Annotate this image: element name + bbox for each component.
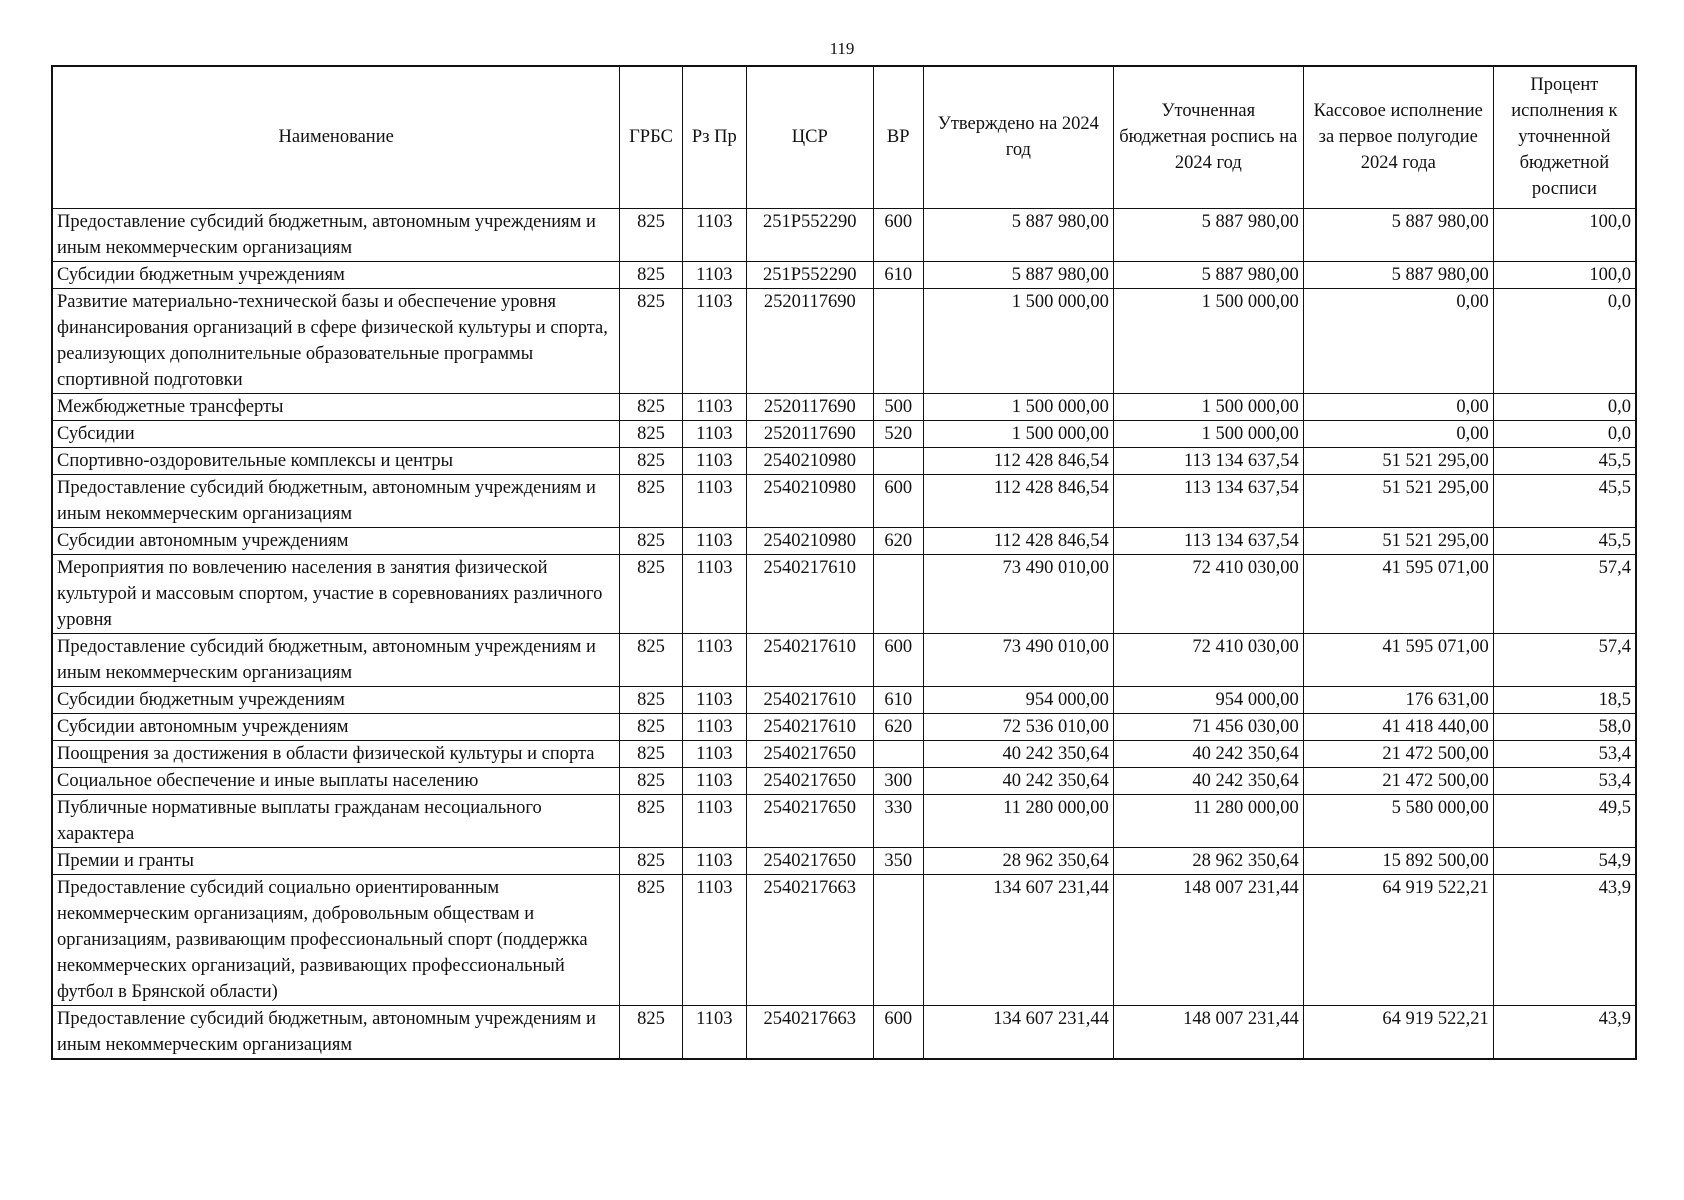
cell-refined: 148 007 231,44 — [1113, 1005, 1303, 1059]
cell-csr: 251P552290 — [746, 261, 873, 288]
cell-name: Предоставление субсидий бюджетным, автономным учреждениям и иным некоммерческим организациям — [52, 208, 620, 261]
cell-refined: 1 500 000,00 — [1113, 420, 1303, 447]
cell-percent: 45,5 — [1493, 527, 1636, 554]
cell-refined: 1 500 000,00 — [1113, 393, 1303, 420]
cell-cash: 21 472 500,00 — [1303, 740, 1493, 767]
cell-cash: 41 595 071,00 — [1303, 554, 1493, 633]
cell-csr: 2540217650 — [746, 767, 873, 794]
cell-refined: 113 134 637,54 — [1113, 447, 1303, 474]
cell-vr: 600 — [873, 1005, 923, 1059]
cell-name: Субсидии автономным учреждениям — [52, 527, 620, 554]
cell-refined: 28 962 350,64 — [1113, 847, 1303, 874]
cell-refined: 72 410 030,00 — [1113, 554, 1303, 633]
cell-csr: 251P552290 — [746, 208, 873, 261]
cell-approved: 1 500 000,00 — [923, 420, 1113, 447]
cell-cash: 51 521 295,00 — [1303, 474, 1493, 527]
cell-vr: 500 — [873, 393, 923, 420]
cell-grbs: 825 — [620, 554, 682, 633]
cell-rzpr: 1103 — [682, 527, 746, 554]
cell-cash: 21 472 500,00 — [1303, 767, 1493, 794]
cell-vr: 600 — [873, 633, 923, 686]
cell-rzpr: 1103 — [682, 767, 746, 794]
cell-cash: 51 521 295,00 — [1303, 527, 1493, 554]
cell-percent: 0,0 — [1493, 393, 1636, 420]
cell-vr: 620 — [873, 527, 923, 554]
cell-vr — [873, 447, 923, 474]
cell-cash: 0,00 — [1303, 288, 1493, 393]
cell-name: Межбюджетные трансферты — [52, 393, 620, 420]
header-row — [52, 66, 1636, 208]
table-row — [52, 554, 1636, 633]
header-percent: Процент исполнения к уточненной бюджетной росписи — [1493, 66, 1636, 208]
cell-percent: 0,0 — [1493, 420, 1636, 447]
cell-percent: 100,0 — [1493, 261, 1636, 288]
cell-rzpr: 1103 — [682, 288, 746, 393]
cell-approved: 112 428 846,54 — [923, 447, 1113, 474]
cell-cash: 64 919 522,21 — [1303, 1005, 1493, 1059]
header-refined: Уточненная бюджетная роспись на 2024 год — [1113, 66, 1303, 208]
table-row — [52, 686, 1636, 713]
cell-vr: 600 — [873, 474, 923, 527]
cell-approved: 73 490 010,00 — [923, 633, 1113, 686]
cell-name: Публичные нормативные выплаты гражданам несоциального характера — [52, 794, 620, 847]
cell-csr: 2520117690 — [746, 393, 873, 420]
cell-percent: 43,9 — [1493, 874, 1636, 1005]
cell-csr: 2540217610 — [746, 686, 873, 713]
cell-csr: 2540217650 — [746, 740, 873, 767]
cell-approved: 954 000,00 — [923, 686, 1113, 713]
cell-grbs: 825 — [620, 474, 682, 527]
cell-name: Социальное обеспечение и иные выплаты населению — [52, 767, 620, 794]
table-row — [52, 874, 1636, 1005]
cell-refined: 71 456 030,00 — [1113, 713, 1303, 740]
cell-name: Предоставление субсидий бюджетным, автономным учреждениям и иным некоммерческим организациям — [52, 633, 620, 686]
cell-csr: 2520117690 — [746, 420, 873, 447]
cell-rzpr: 1103 — [682, 794, 746, 847]
cell-refined: 40 242 350,64 — [1113, 767, 1303, 794]
cell-csr: 2540217610 — [746, 713, 873, 740]
cell-percent: 53,4 — [1493, 767, 1636, 794]
cell-percent: 45,5 — [1493, 447, 1636, 474]
cell-percent: 58,0 — [1493, 713, 1636, 740]
cell-cash: 41 418 440,00 — [1303, 713, 1493, 740]
cell-percent: 43,9 — [1493, 1005, 1636, 1059]
table-row — [52, 420, 1636, 447]
cell-name: Премии и гранты — [52, 847, 620, 874]
cell-approved: 5 887 980,00 — [923, 261, 1113, 288]
table-row — [52, 474, 1636, 527]
cell-grbs: 825 — [620, 261, 682, 288]
cell-csr: 2540210980 — [746, 527, 873, 554]
cell-name: Субсидии автономным учреждениям — [52, 713, 620, 740]
cell-approved: 5 887 980,00 — [923, 208, 1113, 261]
cell-grbs: 825 — [620, 633, 682, 686]
cell-percent: 49,5 — [1493, 794, 1636, 847]
header-approved: Утверждено на 2024 год — [923, 66, 1113, 208]
table-row — [52, 261, 1636, 288]
header-cash: Кассовое исполнение за первое полугодие 2024 года — [1303, 66, 1493, 208]
cell-approved: 28 962 350,64 — [923, 847, 1113, 874]
cell-name: Субсидии бюджетным учреждениям — [52, 261, 620, 288]
budget-table — [51, 65, 1637, 1060]
cell-refined: 113 134 637,54 — [1113, 474, 1303, 527]
cell-name: Развитие материально-технической базы и обеспечение уровня финансирования организаций в сфере физической культуры и спорта, реализующих дополнительные образовательные программы спортивной подготовки — [52, 288, 620, 393]
cell-grbs: 825 — [620, 740, 682, 767]
cell-approved: 40 242 350,64 — [923, 767, 1113, 794]
cell-grbs: 825 — [620, 527, 682, 554]
cell-rzpr: 1103 — [682, 474, 746, 527]
cell-approved: 112 428 846,54 — [923, 527, 1113, 554]
cell-vr: 610 — [873, 261, 923, 288]
table-row — [52, 447, 1636, 474]
cell-percent: 57,4 — [1493, 554, 1636, 633]
cell-vr — [873, 554, 923, 633]
cell-cash: 5 887 980,00 — [1303, 208, 1493, 261]
cell-refined: 72 410 030,00 — [1113, 633, 1303, 686]
cell-grbs: 825 — [620, 794, 682, 847]
cell-grbs: 825 — [620, 767, 682, 794]
header-rzpr: Рз Пр — [682, 66, 746, 208]
cell-percent: 18,5 — [1493, 686, 1636, 713]
cell-rzpr: 1103 — [682, 208, 746, 261]
cell-grbs: 825 — [620, 713, 682, 740]
cell-cash: 0,00 — [1303, 393, 1493, 420]
cell-percent: 54,9 — [1493, 847, 1636, 874]
cell-approved: 134 607 231,44 — [923, 1005, 1113, 1059]
cell-refined: 148 007 231,44 — [1113, 874, 1303, 1005]
cell-refined: 40 242 350,64 — [1113, 740, 1303, 767]
cell-vr — [873, 874, 923, 1005]
cell-percent: 53,4 — [1493, 740, 1636, 767]
header-csr: ЦСР — [746, 66, 873, 208]
cell-vr — [873, 740, 923, 767]
cell-rzpr: 1103 — [682, 686, 746, 713]
cell-approved: 112 428 846,54 — [923, 474, 1113, 527]
cell-vr: 300 — [873, 767, 923, 794]
table-row — [52, 767, 1636, 794]
table-row — [52, 713, 1636, 740]
cell-refined: 5 887 980,00 — [1113, 261, 1303, 288]
cell-cash: 51 521 295,00 — [1303, 447, 1493, 474]
cell-rzpr: 1103 — [682, 1005, 746, 1059]
cell-grbs: 825 — [620, 447, 682, 474]
cell-name: Предоставление субсидий бюджетным, автономным учреждениям и иным некоммерческим организациям — [52, 1005, 620, 1059]
cell-rzpr: 1103 — [682, 420, 746, 447]
cell-rzpr: 1103 — [682, 740, 746, 767]
cell-approved: 11 280 000,00 — [923, 794, 1113, 847]
cell-approved: 1 500 000,00 — [923, 393, 1113, 420]
cell-grbs: 825 — [620, 288, 682, 393]
cell-csr: 2540217663 — [746, 1005, 873, 1059]
header-vr: ВР — [873, 66, 923, 208]
table-row — [52, 527, 1636, 554]
cell-grbs: 825 — [620, 847, 682, 874]
cell-approved: 134 607 231,44 — [923, 874, 1113, 1005]
header-name: Наименование — [52, 66, 620, 208]
table-row — [52, 847, 1636, 874]
cell-name: Предоставление субсидий социально ориентированным некоммерческим организациям, добровольным обществам и организациям, развивающим профессиональный спорт (поддержка некоммерческих организаций, развивающих профессиональный футбол в Брянской области) — [52, 874, 620, 1005]
cell-cash: 64 919 522,21 — [1303, 874, 1493, 1005]
cell-percent: 45,5 — [1493, 474, 1636, 527]
cell-approved: 1 500 000,00 — [923, 288, 1113, 393]
cell-vr: 520 — [873, 420, 923, 447]
cell-grbs: 825 — [620, 393, 682, 420]
table-row — [52, 794, 1636, 847]
cell-rzpr: 1103 — [682, 847, 746, 874]
cell-approved: 40 242 350,64 — [923, 740, 1113, 767]
cell-cash: 0,00 — [1303, 420, 1493, 447]
cell-grbs: 825 — [620, 208, 682, 261]
cell-csr: 2540217663 — [746, 874, 873, 1005]
cell-rzpr: 1103 — [682, 261, 746, 288]
cell-rzpr: 1103 — [682, 554, 746, 633]
cell-approved: 73 490 010,00 — [923, 554, 1113, 633]
cell-cash: 176 631,00 — [1303, 686, 1493, 713]
cell-cash: 5 580 000,00 — [1303, 794, 1493, 847]
cell-csr: 2540217650 — [746, 847, 873, 874]
cell-csr: 2520117690 — [746, 288, 873, 393]
cell-name: Субсидии бюджетным учреждениям — [52, 686, 620, 713]
table-row — [52, 288, 1636, 393]
cell-vr: 600 — [873, 208, 923, 261]
page-number: 119 — [829, 39, 855, 58]
cell-grbs: 825 — [620, 874, 682, 1005]
header-grbs: ГРБС — [620, 66, 682, 208]
cell-grbs: 825 — [620, 1005, 682, 1059]
cell-vr: 610 — [873, 686, 923, 713]
cell-vr: 620 — [873, 713, 923, 740]
cell-refined: 5 887 980,00 — [1113, 208, 1303, 261]
cell-name: Предоставление субсидий бюджетным, автономным учреждениям и иным некоммерческим организациям — [52, 474, 620, 527]
table-row — [52, 208, 1636, 261]
cell-rzpr: 1103 — [682, 874, 746, 1005]
cell-csr: 2540217610 — [746, 554, 873, 633]
cell-vr: 350 — [873, 847, 923, 874]
cell-vr — [873, 288, 923, 393]
cell-refined: 954 000,00 — [1113, 686, 1303, 713]
cell-refined: 11 280 000,00 — [1113, 794, 1303, 847]
cell-approved: 72 536 010,00 — [923, 713, 1113, 740]
cell-name: Спортивно-оздоровительные комплексы и центры — [52, 447, 620, 474]
cell-cash: 15 892 500,00 — [1303, 847, 1493, 874]
cell-refined: 1 500 000,00 — [1113, 288, 1303, 393]
table-row — [52, 740, 1636, 767]
cell-grbs: 825 — [620, 420, 682, 447]
cell-cash: 41 595 071,00 — [1303, 633, 1493, 686]
cell-csr: 2540210980 — [746, 474, 873, 527]
cell-grbs: 825 — [620, 686, 682, 713]
cell-rzpr: 1103 — [682, 393, 746, 420]
cell-percent: 100,0 — [1493, 208, 1636, 261]
cell-percent: 0,0 — [1493, 288, 1636, 393]
cell-rzpr: 1103 — [682, 713, 746, 740]
cell-csr: 2540217610 — [746, 633, 873, 686]
table-row — [52, 633, 1636, 686]
cell-refined: 113 134 637,54 — [1113, 527, 1303, 554]
cell-cash: 5 887 980,00 — [1303, 261, 1493, 288]
table-row — [52, 393, 1636, 420]
cell-csr: 2540210980 — [746, 447, 873, 474]
cell-name: Поощрения за достижения в области физической культуры и спорта — [52, 740, 620, 767]
table-row — [52, 1005, 1636, 1059]
cell-name: Мероприятия по вовлечению населения в занятия физической культурой и массовым спортом, участие в соревнованиях различного уровня — [52, 554, 620, 633]
cell-percent: 57,4 — [1493, 633, 1636, 686]
cell-csr: 2540217650 — [746, 794, 873, 847]
cell-name: Субсидии — [52, 420, 620, 447]
cell-rzpr: 1103 — [682, 447, 746, 474]
cell-vr: 330 — [873, 794, 923, 847]
cell-rzpr: 1103 — [682, 633, 746, 686]
